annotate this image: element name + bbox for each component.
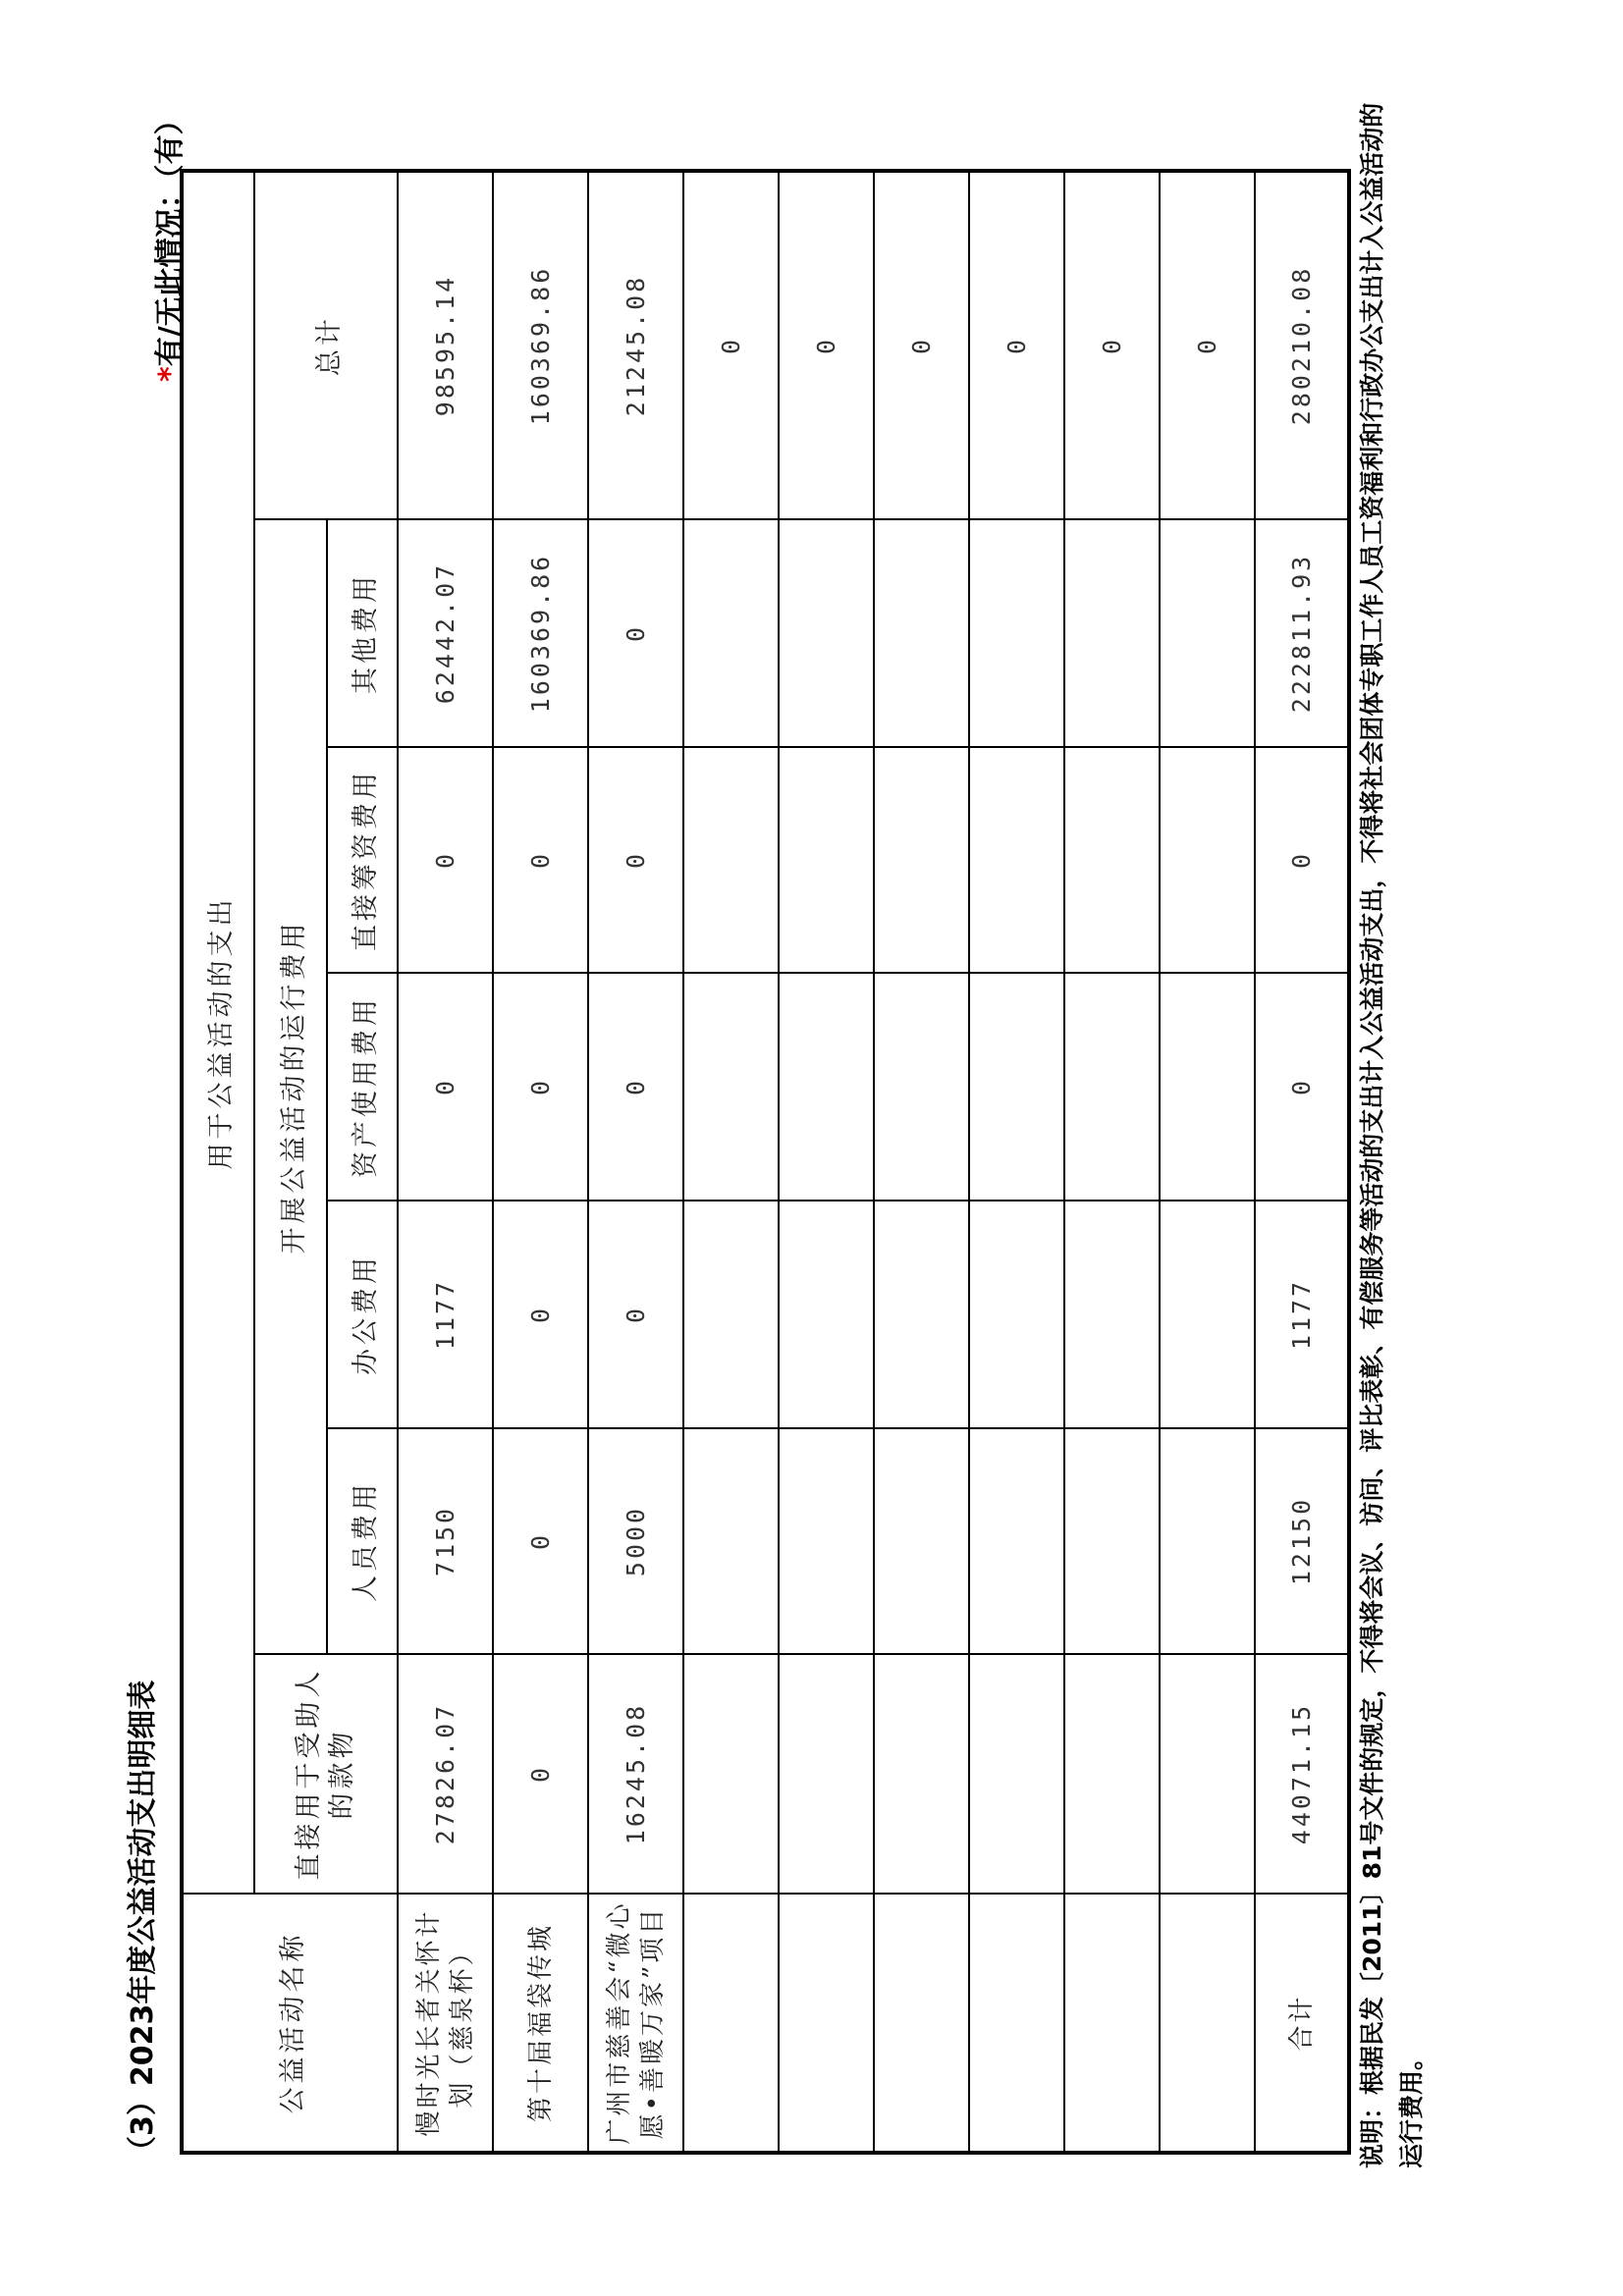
cell-other [1160, 519, 1255, 747]
page-title: （3）2023年度公益活动支出明细表 [126, 1680, 160, 2165]
table-row [1160, 171, 1255, 2153]
cell-asset [969, 973, 1064, 1201]
header-personnel: 人员费用 [327, 1428, 398, 1654]
cell-office [1064, 1201, 1160, 1428]
header-row-1 [182, 171, 254, 2153]
table-row [683, 171, 779, 2153]
cell-direct [1160, 1654, 1255, 1894]
cell-other: 160369.86 [493, 519, 588, 747]
table-row [1064, 171, 1160, 2153]
cell-personnel [874, 1428, 969, 1654]
cell-asset [779, 973, 874, 1201]
cell-other [779, 519, 874, 747]
cell-name [683, 1894, 779, 2153]
cell-office [683, 1201, 779, 1428]
cell-other: 222811.93 [1255, 519, 1349, 747]
cell-other [1064, 519, 1160, 747]
cell-other: 0 [588, 519, 683, 747]
cell-asset: 0 [588, 973, 683, 1201]
cell-office [969, 1201, 1064, 1428]
header-asset: 资产使用费用 [327, 973, 398, 1201]
cell-direct: 27826.07 [398, 1654, 493, 1894]
table-row [874, 171, 969, 2153]
cell-name: 广州市慈善会“微心愿•善暖万家”项目 [588, 1894, 683, 2153]
cell-name: 慢时光长者关怀计划（慈泉杯） [398, 1894, 493, 2153]
table-row [779, 171, 874, 2153]
cell-personnel: 7150 [398, 1428, 493, 1654]
cell-name [779, 1894, 874, 2153]
cell-direct: 16245.08 [588, 1654, 683, 1894]
cell-total: 0 [969, 171, 1064, 519]
cell-office: 0 [493, 1201, 588, 1428]
cell-total: 160369.86 [493, 171, 588, 519]
table-row [588, 171, 683, 2153]
cell-direct: 0 [493, 1654, 588, 1894]
cell-office: 0 [588, 1201, 683, 1428]
sum-row [1255, 171, 1349, 2153]
cell-office [779, 1201, 874, 1428]
cell-fundraising [683, 747, 779, 973]
cell-fundraising: 0 [493, 747, 588, 973]
header-group-run: 开展公益活动的运行费用 [254, 519, 327, 1654]
table-row [969, 171, 1064, 2153]
cell-direct [683, 1654, 779, 1894]
cell-personnel [969, 1428, 1064, 1654]
cell-personnel: 0 [493, 1428, 588, 1654]
cell-personnel [1160, 1428, 1255, 1654]
header-office: 办公费用 [327, 1201, 398, 1428]
cell-asset [874, 973, 969, 1201]
cell-name: 合计 [1255, 1894, 1349, 2153]
required-star: * [153, 366, 188, 382]
cell-total: 0 [1064, 171, 1160, 519]
cell-name [969, 1894, 1064, 2153]
explanatory-note: 说明：根据民发〔2011〕81号文件的规定，不得将会议、访问、评比表彰、有偿服务等活动的支出计入公益活动支出，不得将社会团体专职工作人员工资福利和行政办公支出计入公益活动的运行费用。 [1358, 102, 1426, 2168]
cell-asset: 0 [493, 973, 588, 1201]
cell-asset [1160, 973, 1255, 1201]
cell-asset: 0 [398, 973, 493, 1201]
cell-asset [683, 973, 779, 1201]
cell-asset: 0 [1255, 973, 1349, 1201]
cell-personnel: 12150 [1255, 1428, 1349, 1654]
cell-personnel: 5000 [588, 1428, 683, 1654]
cell-direct [779, 1654, 874, 1894]
header-total: 总计 [254, 171, 398, 519]
cell-personnel [1064, 1428, 1160, 1654]
cell-direct [874, 1654, 969, 1894]
cell-asset [1064, 973, 1160, 1201]
cell-fundraising [1064, 747, 1160, 973]
cell-fundraising: 0 [398, 747, 493, 973]
cell-total: 98595.14 [398, 171, 493, 519]
cell-personnel [683, 1428, 779, 1654]
cell-total: 0 [779, 171, 874, 519]
cell-direct [969, 1654, 1064, 1894]
cell-other [969, 519, 1064, 747]
cell-name: 第十届福袋传城 [493, 1894, 588, 2153]
header-fundraising: 直接筹资费用 [327, 747, 398, 973]
header-direct: 直接用于受助人的款物 [254, 1654, 398, 1894]
cell-name [874, 1894, 969, 2153]
cell-fundraising: 0 [588, 747, 683, 973]
cell-office [874, 1201, 969, 1428]
cell-total: 21245.08 [588, 171, 683, 519]
cell-direct [1064, 1654, 1160, 1894]
cell-total: 0 [683, 171, 779, 519]
cell-total: 280210.08 [1255, 171, 1349, 519]
cell-personnel [779, 1428, 874, 1654]
table-row [493, 171, 588, 2153]
header-row-2 [254, 171, 327, 2153]
cell-direct: 44071.15 [1255, 1654, 1349, 1894]
status-text: 有/无此情况：（有） [153, 105, 188, 367]
expenditure-table [180, 169, 1351, 2155]
cell-office: 1177 [1255, 1201, 1349, 1428]
cell-total: 0 [1160, 171, 1255, 519]
cell-fundraising [1160, 747, 1255, 973]
cell-other [683, 519, 779, 747]
cell-total: 0 [874, 171, 969, 519]
cell-office: 1177 [398, 1201, 493, 1428]
cell-fundraising [779, 747, 874, 973]
cell-fundraising [969, 747, 1064, 973]
cell-name [1160, 1894, 1255, 2153]
cell-name [1064, 1894, 1160, 2153]
table-row [398, 171, 493, 2153]
cell-fundraising [874, 747, 969, 973]
cell-fundraising: 0 [1255, 747, 1349, 973]
cell-office [1160, 1201, 1255, 1428]
header-group-main: 用于公益活动的支出 [182, 171, 254, 1894]
cell-other: 62442.07 [398, 519, 493, 747]
header-name: 公益活动名称 [182, 1894, 398, 2153]
header-other: 其他费用 [327, 519, 398, 747]
cell-other [874, 519, 969, 747]
